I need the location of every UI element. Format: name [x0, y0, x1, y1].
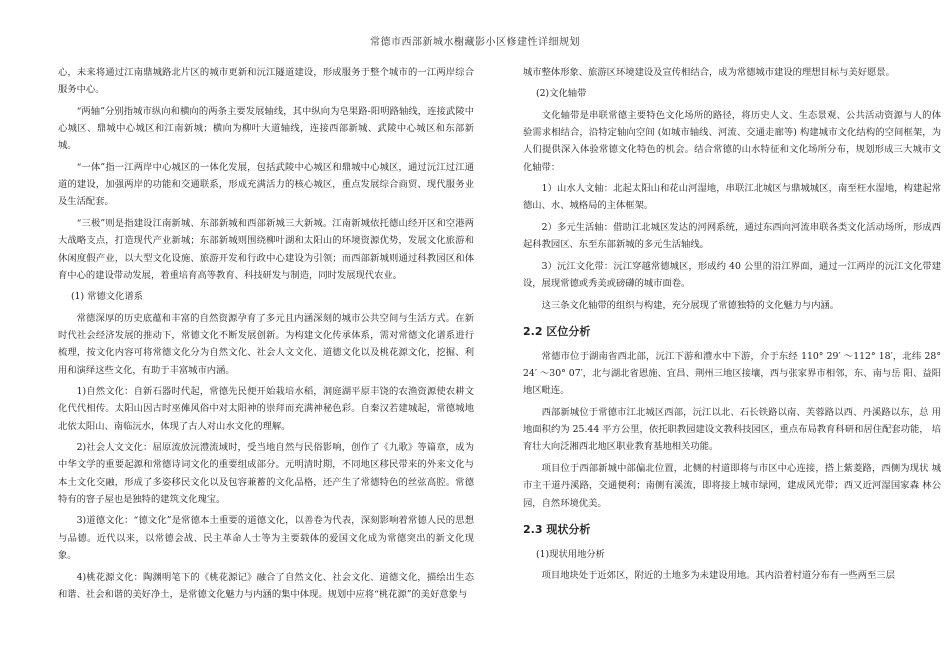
paragraph: 西部新城位于常德市江北城区西部，沅江以北、石长铁路以南、芙蓉路以西、丹溪路以东，总 用地面积约为 25.44 平方公里，依托职教园建设文教科技园区，重点布局教育科研和居住配套功能， 培育壮大向泛湘西北地区职业教育基地相关功能。	[523, 406, 941, 453]
paragraph: 项目地块处于近郊区，附近的土地多为未建设用地。其内沿着村道分布有一些两至三层	[541, 570, 895, 582]
paragraph: “两轴”分别指城市纵向和横向的两条主要发展轴线，其中纵向为皂果路-阳明路轴线，连接武陵中心城区、鼎城中心城区和江南新城；横向为柳叶大道轴线，连接西部新城、武陵中心城区和东部新城。	[58, 105, 474, 152]
paragraph: 常德市位于湖南省西北部，沅江下游和澧水中下游，介于东经 110° 29′ ～112° 18′，北纬 28° 24′ ～30° 07′，北与湖北省恩施、宜昌、荆州三地区接壤，西与张家界市相邻，东、南与岳 阳、益阳地区毗连。	[523, 350, 941, 397]
paragraph: “一体”指一江两岸中心城区的一体化发展，包括武陵中心城区和鼎城中心城区，通过沅江过江通道的建设，加强两岸的功能和交通联系，形成充满活力的核心城区，重点发展综合商贸、现代服务业及生活配套。	[58, 161, 474, 208]
paragraph: 1）山水人文轴：北起太阳山和花山河湿地，串联江北城区与鼎城城区，南至枉水湿地，构建起常德山、水、城格局的主体框架。	[523, 183, 941, 212]
section-heading-location: 2.2 区位分析	[523, 324, 591, 338]
paragraph: 心，未来将通过江南鼎城路北片区的城市更新和沅江隧道建设，形成服务于整个城市的一江两岸综合服务中心。	[58, 67, 474, 96]
subheading-culture-spectrum: (1) 常德文化谱系	[71, 291, 143, 303]
paragraph: 2)社会人文文化：屈原流放沅澧流域时，受当地自然与民俗影响，创作了《九歌》等篇章，成为中华文学的重要起源和常德诗词文化的重要组成部分。元明清时期，不同地区移民带来的外来文化与本土文化交融，形成了多姿移民文化以及包容兼蓄的文化品格，还产生了常德特色的丝弦高腔。常德特有的窨子屋也是独特的建筑文化瑰宝。	[58, 442, 474, 505]
paragraph: 3）沅江文化带：沅江穿越常德城区，形成约 40 公里的沿江界面，通过一江两岸的沅江文化带建设，展现常德或秀美或磅礴的城市面卷。	[523, 260, 941, 290]
paragraph: 2）多元生活轴：借助江北城区发达的河网系统，通过东西向河流串联各类文化活动场所，形成西起科教园区、东至东部新城的多元生活轴线。	[523, 221, 941, 251]
subheading-land-use: (1)现状用地分析	[536, 548, 605, 560]
page-header-title: 常德市西部新城水榭藏影小区修建性详细规划	[370, 37, 580, 48]
section-heading-status: 2.3 现状分析	[523, 522, 591, 536]
paragraph: 1)自然文化：自新石器时代起，常德先民便开始栽培水稻，洞庭湖平原丰饶的农渔资源使农耕文化代代相传。太阳山因古时巫傩风俗中对太阳神的崇拜而充满神秘色彩。自秦汉若建城起，常德城地北依太阳山、南临沅水，体现了古人对山水文化的理解。	[58, 385, 474, 432]
subheading-culture-axis: (2)文化轴带	[536, 88, 587, 100]
paragraph: 项目位于西部新城中部偏北位置，北侧的村道即将与市区中心连接，搭上紫菱路，西侧为现状 城市主干道丹溪路，交通便利；南侧有溪流，即将接上城市绿网，建成风光带；西又近河湿国家森 林公园，自然环境优美。	[523, 462, 941, 509]
right-column	[523, 64, 941, 589]
paragraph: 文化轴带是串联常德主要特色文化场所的路径，将历史人文、生态景观、公共活动资源与人的体验需求相结合，沿特定轴向空间 (如城市轴线、河流、交通走廊等) 构建城市文化结构的空间框架，为人们提供深入体验常德文化特色的机会。结合常德的山水特征和文化场所分布，规划形成三大城市文化轴带：	[523, 109, 941, 173]
left-column	[58, 64, 474, 607]
paragraph: 这三条文化轴带的组织与构建，充分展现了常德独特的文化魅力与内涵。	[541, 299, 840, 311]
paragraph: “三极”则是指建设江南新城、东部新城和西部新城三大新城。江南新城依托德山经开区和空港两大战略支点，打造现代产业新城；东部新城则围绕柳叶湖和太阳山的环境资源优势，发展文化旅游和休闲度假产业，以大型文化设施、旅游开发和行政中心建设为引领；而西部新城则通过科教园区和体育中心的建设带动发展，着重培育高等教育、科技研发与制造，同时发展现代农业。	[58, 217, 474, 281]
paragraph: 4)桃花源文化：陶渊明笔下的《桃花源记》融合了自然文化、社会文化、道德文化，描绘出生态和谐、社会和谐的美好净土，是常德文化魅力与内涵的集中体现。规划中应将“桃花源”的美好意象与	[58, 571, 474, 600]
paragraph: 常德深厚的历史底蕴和丰富的自然资源孕育了多元且内涵深刻的城市公共空间与生活方式。在新时代社会经济发展的推动下，常德文化不断发展创新。为构建文化传承体系，需对常德文化谱系进行梳理，按文化内容可将常德文化分为自然文化、社会人文文化、道德文化以及桃花源文化，挖掘、利用和演绎这些文化，有助于丰富城市内涵。	[58, 312, 474, 376]
paragraph: 城市整体形象、旅游区环境建设及宣传相结合，成为常德城市建设的理想目标与美好愿景。	[523, 67, 895, 78]
paragraph: 3)道德文化：“德文化”是常德本土重要的道德文化，以善卷为代表，深刻影响着常德人民的思想与品德。近代以来，以常德会战、民主革命人士等为主要载体的爱国文化成为常德突出的新文化现象。	[58, 515, 474, 562]
